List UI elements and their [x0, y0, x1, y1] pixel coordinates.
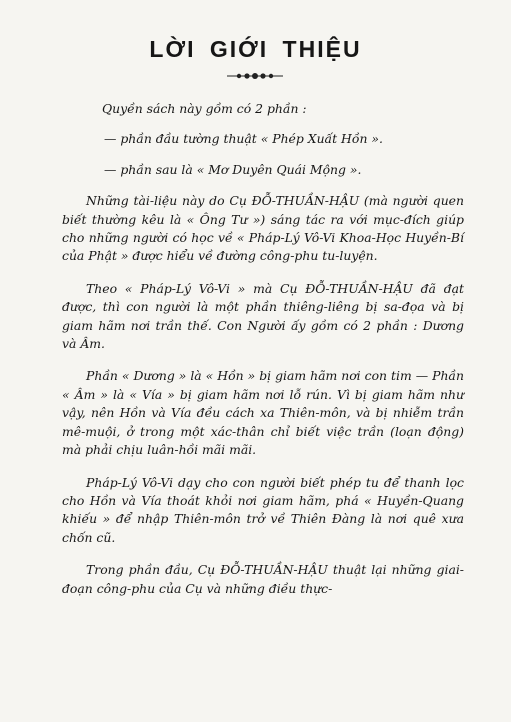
introduction-body: [62, 100, 464, 598]
part-one-line: — phần đầu tường thuật « Phép Xuất Hồn ».: [104, 131, 383, 147]
paragraph-practice: Pháp-Lý Vô-Vi dạy cho con người biết phép tu để thanh lọc cho Hồn và Vía thoát khỏi nơi giam hãm, phá « Huyền-Quang khiếu » để nhập Thiên-môn trở về Thiên Đàng là nơi quê xưa chốn cũ.: [62, 474, 464, 545]
page-title: LỜI GIỚI THIỆU: [149, 36, 362, 62]
title-ornament: [225, 72, 285, 80]
paragraph-first-part: Trong phần đầu, Cụ ĐỖ-THUẦN-HẬU thuật lại những giai-đoạn công-phu của Cụ và những điều thực-: [62, 562, 464, 596]
intro-line: Quyền sách này gồm có 2 phần :: [102, 101, 307, 116]
paragraph-duong-am: Phần « Dương » là « Hồn » bị giam hãm nơi con tim — Phần « Âm » là « Vía » bị giam hãm nơi lỗ rún. Vì bị giam hãm như vậy, nên Hồn và Vía đều cách xa Thiên-môn, và bị nhiễm trần mê-muội, ở trong một xác-thân chỉ biết việc trần (loạn động) mà phải chịu luân-hồi mãi mãi.: [62, 368, 464, 458]
paragraph-human-nature: Theo « Pháp-Lý Vô-Vi » mà Cụ ĐỖ-THUẦN-HẬU đã đạt được, thì con người là một phần thiêng-liêng bị sa-đọa và bị giam hãm nơi trần thế. Con Người ấy gồm có 2 phần : Dương và Âm.: [62, 280, 464, 352]
paragraph-sources: Những tài-liệu này do Cụ ĐỖ-THUẦN-HẬU (mà người quen biết thường kêu là « Ông Tư ») sáng tác ra với mục-đích giúp cho những người có học về « Pháp-Lý Vô-Vi Khoa-Học Huyền-Bí của Phật » được hiểu về đường công-phu tu-luyện.: [62, 193, 464, 264]
part-two-line: — phần sau là « Mơ Duyên Quái Mộng ».: [104, 161, 362, 177]
ornament-divider-icon: [225, 72, 285, 80]
